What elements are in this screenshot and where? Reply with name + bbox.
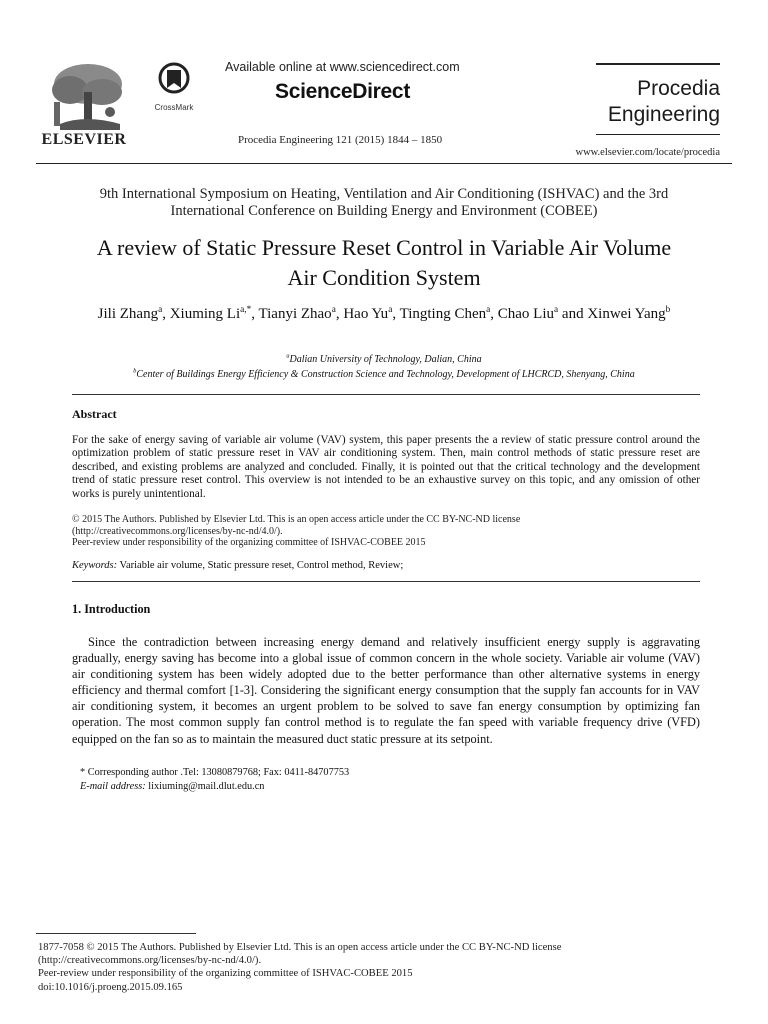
corresponding-author: * Corresponding author .Tel: 13080879768; Fax: 0411-84707753 <box>80 767 350 778</box>
author-name: Xiuming Li <box>169 306 241 322</box>
author-separator: , <box>251 306 259 322</box>
author-affiliation-mark: a,* <box>240 305 252 315</box>
author <box>170 306 259 322</box>
abstract-text: For the sake of energy saving of variable air volume (VAV) system, this paper presents the a review of static pressure control around the optimization problem of static pressure reset in VAV air conditioning system. Then, main control methods of static pressure reset are described, and existing problems are analyzed and concluded. Finally, it is pointed out that the critical technology and the development trend of static pressure reset control. This overview is not intended to be an exhaustive survey on this topic, and any omission of other works is purely unintentional. <box>72 434 700 500</box>
journal-citation: Procedia Engineering 121 (2015) 1844 – 1850 <box>238 134 443 146</box>
keywords-label: Keywords: <box>72 560 118 571</box>
sciencedirect-logo[interactable]: ScienceDirect <box>275 80 411 103</box>
footer-rule <box>36 933 196 934</box>
keywords-text: Variable air volume, Static pressure reset, Control method, Review; <box>117 560 404 571</box>
introduction-text: Since the contradiction between increasing energy demand and relatively insufficient energy supply is aggravating gradually, energy saving has become into a global issue of common concern in the whole society. Variable air volume (VAV) air conditioning system has been widely adopted due to the better performance than other alternative systems in energy efficiency and thermal comfort [1-3]. Considering the significant energy consumption that the supply fan accounts for in VAV air conditioning system, it becomes an urgent problem to be solved to save fan energy consumption by optimizing fan operation. The most common supply fan control method is to regulate the fan speed with variable frequency drive (VFD) equipped on the fan so as to maintain the measured duct static pressure at its setpoint. <box>72 635 700 746</box>
author-name: Tingting Chen <box>399 306 487 322</box>
copyright-notice <box>72 514 700 549</box>
author-name: Xinwei Yang <box>587 306 666 322</box>
author <box>498 306 588 322</box>
author-separator: , <box>162 306 170 322</box>
footer-license-link[interactable]: (http://creativecommons.org/licenses/by-nc-nd/4.0/). <box>38 955 262 967</box>
footer-issn-copyright: 1877-7058 © 2015 The Authors. Published by Elsevier Ltd. This is an open access article under the CC BY-NC-ND license <box>38 942 562 953</box>
author-list <box>40 304 728 324</box>
affiliation-text: Center of Buildings Energy Efficiency & Construction Science and Technology, Development of LHCRCD, Shenyang, China <box>136 369 635 380</box>
affiliation-a <box>40 354 728 365</box>
author-name: Chao Liu <box>497 306 555 322</box>
elsevier-tree-logo <box>40 62 130 142</box>
affiliation-b <box>40 369 728 380</box>
footer-peer-review: Peer-review under responsibility of the organizing committee of ISHVAC-COBEE 2015 <box>38 968 413 980</box>
available-online-link[interactable]: Available online at www.sciencedirect.com <box>225 60 460 74</box>
author-separator: , <box>490 306 498 322</box>
journal-name-rule-top <box>596 63 720 65</box>
author-affiliation-mark: a <box>331 305 336 315</box>
abstract-rule-bottom <box>72 581 700 582</box>
copyright-line1: © 2015 The Authors. Published by Elsevier Ltd. This is an open access article under the CC BY-NC-ND license <box>72 514 521 525</box>
conference-name <box>40 186 728 220</box>
affiliation-mark: b <box>133 367 137 375</box>
author <box>400 306 498 322</box>
conference-line1: 9th International Symposium on Heating, Ventilation and Air Conditioning (ISHVAC) and the 3rd <box>99 186 669 202</box>
author-separator: and <box>558 306 588 322</box>
affiliation-mark: a <box>286 352 290 360</box>
introduction-heading: 1. Introduction <box>72 602 151 616</box>
author-name: Jili Zhang <box>97 306 159 322</box>
footer-doi[interactable]: doi:10.1016/j.proeng.2015.09.165 <box>38 981 183 993</box>
author-affiliation-mark: a <box>554 305 559 315</box>
paper-title-line2: Air Condition System <box>287 265 481 290</box>
crossmark-label: CrossMark <box>154 103 194 112</box>
publisher-name: ELSEVIER <box>41 131 127 148</box>
keywords <box>72 560 700 571</box>
footer <box>38 941 718 994</box>
author-separator: , <box>335 306 344 322</box>
license-link[interactable]: (http://creativecommons.org/licenses/by-nc-nd/4.0/). <box>72 525 283 537</box>
affiliation-text: Dalian University of Technology, Dalian, China <box>289 354 482 365</box>
author-affiliation-mark: a <box>486 305 491 315</box>
author-name: Tianyi Zhao <box>258 306 332 322</box>
journal-name-rule-bottom <box>596 134 720 135</box>
author-affiliation-mark: b <box>665 305 671 315</box>
author <box>343 306 399 322</box>
author <box>258 306 343 322</box>
author-affiliation-mark: a <box>388 305 393 315</box>
paper-title-line1: A review of Static Pressure Reset Control in Variable Air Volume <box>96 235 672 260</box>
journal-name <box>596 76 720 128</box>
header-divider <box>36 163 732 164</box>
author-separator: , <box>392 306 400 322</box>
crossmark-icon <box>158 62 190 96</box>
email-value[interactable]: lixiuming@mail.dlut.edu.cn <box>145 781 265 792</box>
author <box>98 306 170 322</box>
journal-name-line1: Procedia <box>637 77 720 100</box>
abstract-rule-top <box>72 394 700 395</box>
abstract-heading: Abstract <box>72 407 117 421</box>
journal-url-link[interactable]: www.elsevier.com/locate/procedia <box>575 147 720 158</box>
author-name: Hao Yu <box>343 306 389 322</box>
conference-line2: International Conference on Building Energy and Environment (COBEE) <box>170 203 598 219</box>
email-label: E-mail address: <box>80 781 146 792</box>
author-affiliation-mark: a <box>158 305 163 315</box>
crossmark-badge[interactable] <box>152 62 196 112</box>
paper-title <box>40 233 728 293</box>
peer-review-note: Peer-review under responsibility of the organizing committee of ISHVAC-COBEE 2015 <box>72 537 426 549</box>
journal-name-line2: Engineering <box>607 103 720 126</box>
author <box>587 306 670 322</box>
email-address <box>80 781 264 792</box>
